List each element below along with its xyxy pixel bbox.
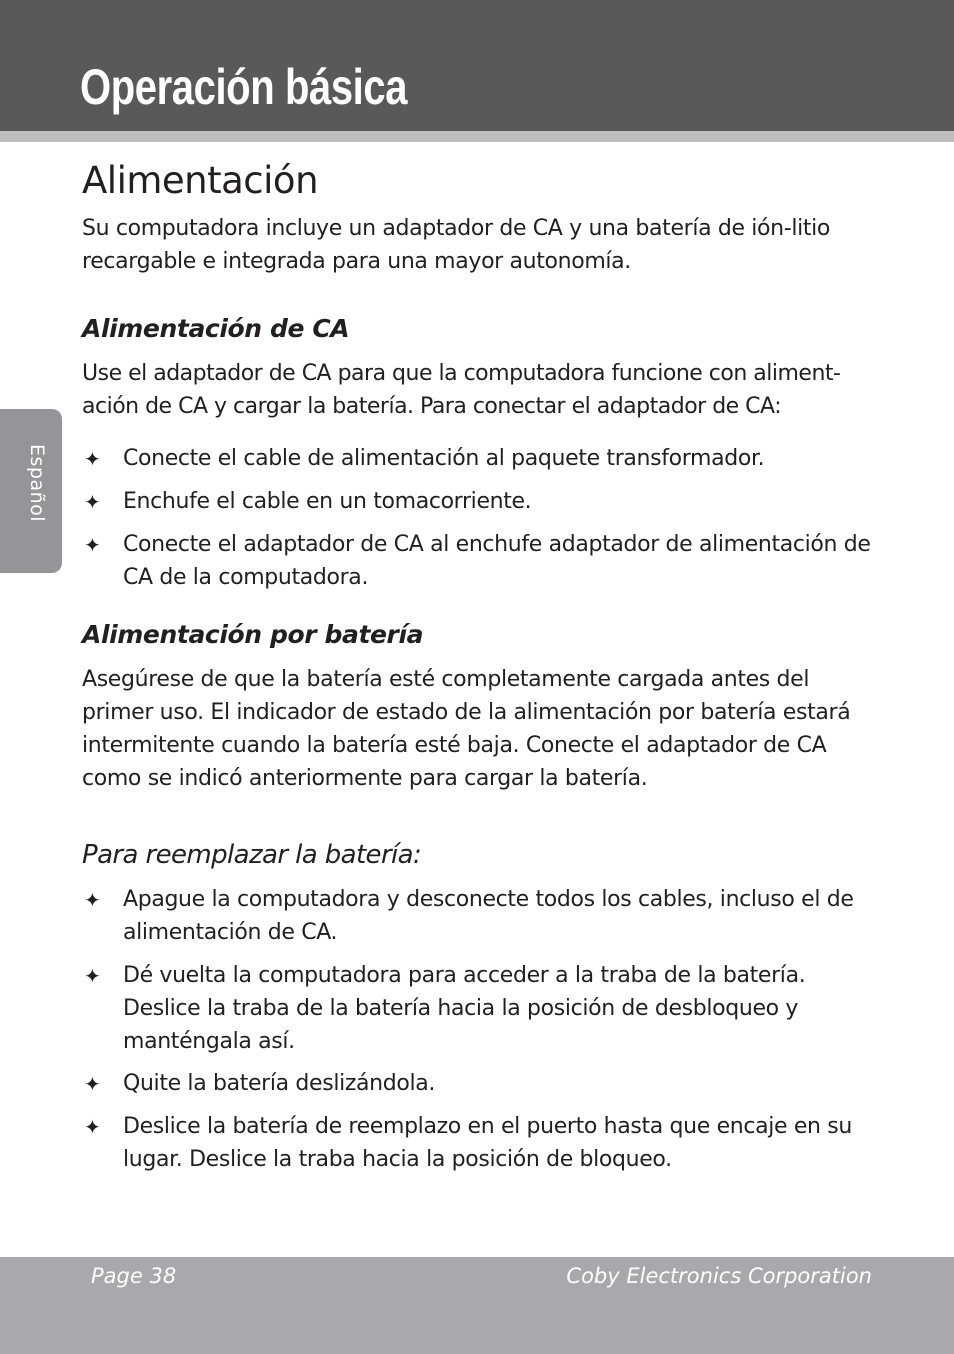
list-item-text: Conecte el adaptador de CA al enchufe adaptador de alimentación de CA de la computadora. [123,532,871,590]
bullet-star-icon: ✦ [84,490,101,514]
list-item-text: Quite la batería deslizándola. [123,1071,436,1096]
list-item-text: Conecte el cable de alimentación al paquete transformador. [123,446,765,471]
bullet-star-icon: ✦ [84,1072,101,1096]
list-item-text: Deslice la batería de reemplazo en el puerto hasta que encaje en su lugar. Deslice la traba hacia la posición de bloqueo. [123,1114,852,1172]
battery-power-title: Alimentación por batería [82,620,424,649]
list-item [82,442,882,475]
language-tab-label: Español [26,444,48,523]
list-item-text: Apague la computadora y desconecte todos los cables, incluso el de alimentación de CA. [123,887,854,945]
ac-power-text: Use el adaptador de CA para que la computadora funcione con aliment-ación de CA y cargar la batería. Para conectar el adaptador de CA: [82,361,841,419]
list-item [82,1067,882,1100]
page-title: Operación básica [80,59,408,115]
battery-power-text: Asegúrese de que la batería esté completamente cargada antes del primer uso. El indicador de estado de la alimentación por batería estará intermitente cuando la batería esté baja. Conecte el adaptador de CA como se indicó anteriormente para cargar la batería. [82,667,851,791]
section-title: Alimentación [82,159,319,202]
header-stripe [0,131,954,142]
list-item [82,1110,882,1176]
list-item [82,883,882,949]
page-number: Page 38 [91,1264,177,1288]
bullet-star-icon: ✦ [84,888,101,912]
list-item-text: Enchufe el cable en un tomacorriente. [123,489,532,514]
ac-power-title: Alimentación de CA [82,314,350,343]
bullet-star-icon: ✦ [84,964,101,988]
replace-battery-title: Para reemplazar la batería: [82,840,422,870]
list-item-text: Dé vuelta la computadora para acceder a la traba de la batería. Deslice la traba de la batería hacia la posición de desbloqueo y manténgala así. [123,963,806,1054]
bullet-star-icon: ✦ [84,533,101,557]
section-intro: Su computadora incluye un adaptador de CA y una batería de ión-litio recargable e integrada para una mayor autonomía. [82,216,831,274]
company-name: Coby Electronics Corporation [566,1264,872,1288]
bullet-star-icon: ✦ [84,1115,101,1139]
list-item [82,959,882,1058]
list-item [82,528,882,594]
bullet-star-icon: ✦ [84,447,101,471]
list-item [82,485,882,518]
